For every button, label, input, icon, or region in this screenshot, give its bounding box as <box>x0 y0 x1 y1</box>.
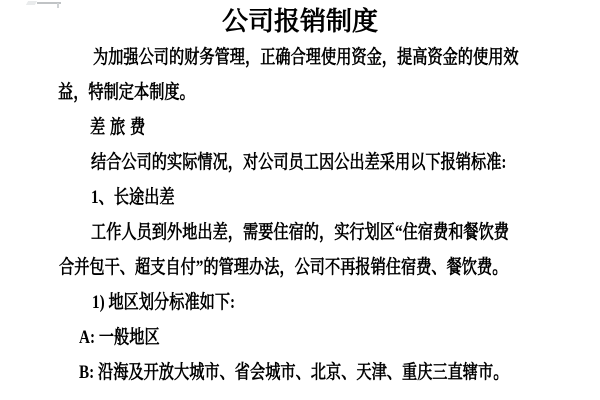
document-title: 公司报销制度 <box>221 7 378 36</box>
window-edge-artifact-smudge <box>26 1 37 5</box>
paragraph-line-lodging-2: 合并包干、超支自付”的管理办法，公司不再报销住宿费、餐饮费。 <box>59 257 508 278</box>
item-heading-region-division: 1) 地区划分标准如下: <box>92 292 236 313</box>
paragraph-line-intro-2: 益，特制定本制度。 <box>58 82 195 103</box>
list-item-region-a: A: 一般地区 <box>79 327 160 348</box>
list-item-region-b: B: 沿海及开放大城市、省会城市、北京、天津、重庆三直辖市。 <box>79 362 509 383</box>
paragraph-line-intro-1: 为加强公司的财务管理，正确合理使用资金，提高资金的使用效 <box>93 47 519 68</box>
item-heading-long-distance: 1、长途出差 <box>91 187 175 208</box>
paragraph-line-lodging-1: 工作人员到外地出差，需要住宿的，实行划区“住宿费和餐饮费 <box>91 222 510 243</box>
section-heading-travel-expense: 差旅费 <box>90 117 151 138</box>
paragraph-line-standards: 结合公司的实际情况，对公司员工因公出差采用以下报销标准: <box>91 152 507 173</box>
